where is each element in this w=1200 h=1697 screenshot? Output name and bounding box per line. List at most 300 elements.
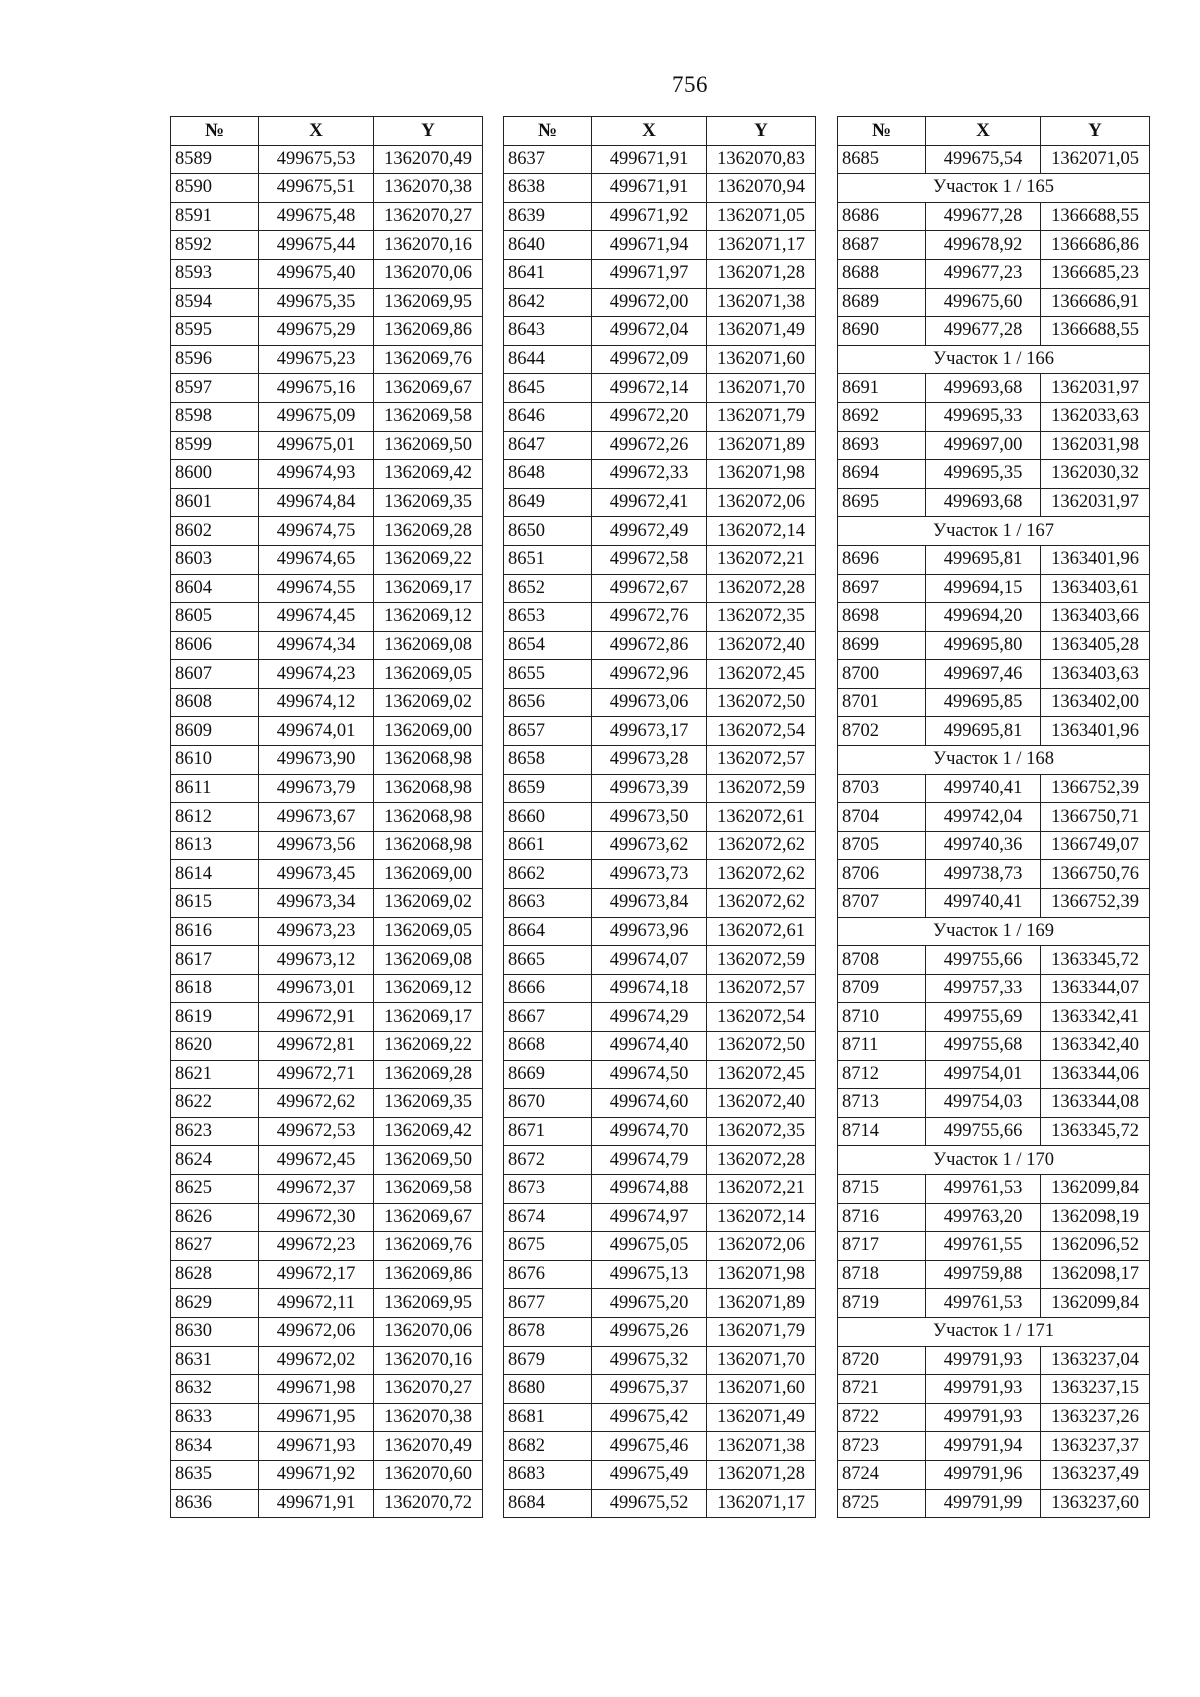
point-number-cell: 8662: [504, 860, 592, 889]
header-x: X: [259, 117, 374, 146]
x-coordinate-cell: 499672,71: [259, 1060, 374, 1089]
header-y: Y: [1041, 117, 1150, 146]
table-row: [171, 1489, 483, 1518]
table-row: [504, 545, 816, 574]
y-coordinate-cell: 1362069,05: [374, 660, 483, 689]
y-coordinate-cell: 1363345,72: [1041, 1117, 1150, 1146]
table-row: [504, 1032, 816, 1061]
x-coordinate-cell: 499672,37: [259, 1174, 374, 1203]
section-label: Участок 1 / 170: [838, 1146, 1150, 1175]
x-coordinate-cell: 499791,93: [926, 1403, 1041, 1432]
y-coordinate-cell: 1366686,91: [1041, 288, 1150, 317]
point-number-cell: 8704: [838, 803, 926, 832]
point-number-cell: 8628: [171, 1260, 259, 1289]
x-coordinate-cell: 499672,41: [592, 488, 707, 517]
y-coordinate-cell: 1362030,32: [1041, 460, 1150, 489]
table-row: [838, 1174, 1150, 1203]
point-number-cell: 8650: [504, 517, 592, 546]
table-row: [504, 259, 816, 288]
point-number-cell: 8684: [504, 1489, 592, 1518]
table-row: [171, 1003, 483, 1032]
point-number-cell: 8655: [504, 660, 592, 689]
table-row: [171, 946, 483, 975]
point-number-cell: 8635: [171, 1460, 259, 1489]
table-row: [838, 1232, 1150, 1261]
section-row: [838, 1317, 1150, 1346]
y-coordinate-cell: 1362070,83: [707, 145, 816, 174]
point-number-cell: 8590: [171, 174, 259, 203]
y-coordinate-cell: 1362068,98: [374, 803, 483, 832]
point-number-cell: 8646: [504, 402, 592, 431]
x-coordinate-cell: 499674,55: [259, 574, 374, 603]
y-coordinate-cell: 1362072,62: [707, 860, 816, 889]
x-coordinate-cell: 499754,03: [926, 1089, 1041, 1118]
table-row: [504, 660, 816, 689]
x-coordinate-cell: 499674,07: [592, 946, 707, 975]
y-coordinate-cell: 1363237,60: [1041, 1489, 1150, 1518]
point-number-cell: 8604: [171, 574, 259, 603]
header-number: №: [171, 117, 259, 146]
point-number-cell: 8641: [504, 259, 592, 288]
x-coordinate-cell: 499673,73: [592, 860, 707, 889]
point-number-cell: 8683: [504, 1460, 592, 1489]
y-coordinate-cell: 1362069,35: [374, 488, 483, 517]
x-coordinate-cell: 499672,20: [592, 402, 707, 431]
table-row: [171, 1460, 483, 1489]
point-number-cell: 8605: [171, 603, 259, 632]
point-number-cell: 8611: [171, 774, 259, 803]
page-number: 756: [672, 72, 708, 97]
table-row: [504, 831, 816, 860]
y-coordinate-cell: 1362069,12: [374, 603, 483, 632]
y-coordinate-cell: 1362070,27: [374, 1375, 483, 1404]
section-row: [838, 746, 1150, 775]
y-coordinate-cell: 1363344,07: [1041, 974, 1150, 1003]
header-number: №: [504, 117, 592, 146]
table-row: [504, 688, 816, 717]
point-number-cell: 8675: [504, 1232, 592, 1261]
y-coordinate-cell: 1362069,08: [374, 631, 483, 660]
point-number-cell: 8626: [171, 1203, 259, 1232]
x-coordinate-cell: 499675,51: [259, 174, 374, 203]
point-number-cell: 8708: [838, 946, 926, 975]
point-number-cell: 8633: [171, 1403, 259, 1432]
x-coordinate-cell: 499675,26: [592, 1317, 707, 1346]
y-coordinate-cell: 1362070,49: [374, 1432, 483, 1461]
x-coordinate-cell: 499674,34: [259, 631, 374, 660]
x-coordinate-cell: 499672,67: [592, 574, 707, 603]
point-number-cell: 8703: [838, 774, 926, 803]
point-number-cell: 8698: [838, 603, 926, 632]
point-number-cell: 8716: [838, 1203, 926, 1232]
point-number-cell: 8594: [171, 288, 259, 317]
point-number-cell: 8701: [838, 688, 926, 717]
table-row: [504, 574, 816, 603]
y-coordinate-cell: 1362069,00: [374, 860, 483, 889]
x-coordinate-cell: 499675,53: [259, 145, 374, 174]
x-coordinate-cell: 499675,20: [592, 1289, 707, 1318]
point-number-cell: 8707: [838, 889, 926, 918]
table-row: [504, 631, 816, 660]
y-coordinate-cell: 1362071,49: [707, 317, 816, 346]
coordinate-table-2: [503, 116, 816, 1518]
table-row: [171, 1432, 483, 1461]
point-number-cell: 8668: [504, 1032, 592, 1061]
point-number-cell: 8613: [171, 831, 259, 860]
x-coordinate-cell: 499791,99: [926, 1489, 1041, 1518]
table-row: [171, 1289, 483, 1318]
y-coordinate-cell: 1362072,28: [707, 574, 816, 603]
x-coordinate-cell: 499754,01: [926, 1060, 1041, 1089]
table-row: [504, 402, 816, 431]
y-coordinate-cell: 1362069,02: [374, 889, 483, 918]
table-row: [504, 231, 816, 260]
table-row: [504, 317, 816, 346]
point-number-cell: 8715: [838, 1174, 926, 1203]
table-row: [838, 717, 1150, 746]
table-row: [171, 1032, 483, 1061]
y-coordinate-cell: 1362069,28: [374, 517, 483, 546]
table-row: [171, 1146, 483, 1175]
y-coordinate-cell: 1366688,55: [1041, 202, 1150, 231]
table-header-row: [838, 117, 1150, 146]
y-coordinate-cell: 1363237,49: [1041, 1460, 1150, 1489]
y-coordinate-cell: 1362072,28: [707, 1146, 816, 1175]
x-coordinate-cell: 499673,28: [592, 746, 707, 775]
x-coordinate-cell: 499675,29: [259, 317, 374, 346]
x-coordinate-cell: 499675,49: [592, 1460, 707, 1489]
point-number-cell: 8712: [838, 1060, 926, 1089]
table-row: [171, 231, 483, 260]
table-row: [838, 202, 1150, 231]
x-coordinate-cell: 499675,35: [259, 288, 374, 317]
x-coordinate-cell: 499761,53: [926, 1174, 1041, 1203]
y-coordinate-cell: 1363344,08: [1041, 1089, 1150, 1118]
point-number-cell: 8687: [838, 231, 926, 260]
table-row: [838, 688, 1150, 717]
x-coordinate-cell: 499671,91: [592, 174, 707, 203]
y-coordinate-cell: 1362070,60: [374, 1460, 483, 1489]
y-coordinate-cell: 1362071,05: [707, 202, 816, 231]
point-number-cell: 8665: [504, 946, 592, 975]
table-row: [171, 831, 483, 860]
x-coordinate-cell: 499738,73: [926, 860, 1041, 889]
x-coordinate-cell: 499791,93: [926, 1346, 1041, 1375]
x-coordinate-cell: 499763,20: [926, 1203, 1041, 1232]
point-number-cell: 8603: [171, 545, 259, 574]
header-x: X: [592, 117, 707, 146]
y-coordinate-cell: 1362069,86: [374, 1260, 483, 1289]
point-number-cell: 8619: [171, 1003, 259, 1032]
y-coordinate-cell: 1363401,96: [1041, 545, 1150, 574]
table-row: [838, 974, 1150, 1003]
y-coordinate-cell: 1363345,72: [1041, 946, 1150, 975]
point-number-cell: 8656: [504, 688, 592, 717]
y-coordinate-cell: 1362072,57: [707, 974, 816, 1003]
x-coordinate-cell: 499672,58: [592, 545, 707, 574]
y-coordinate-cell: 1362072,40: [707, 1089, 816, 1118]
point-number-cell: 8673: [504, 1174, 592, 1203]
x-coordinate-cell: 499674,23: [259, 660, 374, 689]
y-coordinate-cell: 1362072,21: [707, 1174, 816, 1203]
table-row: [504, 202, 816, 231]
table-row: [504, 746, 816, 775]
y-coordinate-cell: 1362069,42: [374, 460, 483, 489]
y-coordinate-cell: 1362069,67: [374, 374, 483, 403]
table-row: [838, 488, 1150, 517]
x-coordinate-cell: 499674,29: [592, 1003, 707, 1032]
y-coordinate-cell: 1366749,07: [1041, 831, 1150, 860]
y-coordinate-cell: 1362069,05: [374, 917, 483, 946]
table-row: [171, 917, 483, 946]
table-row: [504, 1317, 816, 1346]
x-coordinate-cell: 499740,36: [926, 831, 1041, 860]
x-coordinate-cell: 499740,41: [926, 889, 1041, 918]
point-number-cell: 8606: [171, 631, 259, 660]
point-number-cell: 8681: [504, 1403, 592, 1432]
point-number-cell: 8640: [504, 231, 592, 260]
point-number-cell: 8625: [171, 1174, 259, 1203]
y-coordinate-cell: 1362069,08: [374, 946, 483, 975]
x-coordinate-cell: 499695,85: [926, 688, 1041, 717]
table-row: [504, 174, 816, 203]
y-coordinate-cell: 1362070,06: [374, 259, 483, 288]
y-coordinate-cell: 1366750,71: [1041, 803, 1150, 832]
point-number-cell: 8618: [171, 974, 259, 1003]
table-row: [504, 717, 816, 746]
x-coordinate-cell: 499674,75: [259, 517, 374, 546]
x-coordinate-cell: 499671,93: [259, 1432, 374, 1461]
section-label: Участок 1 / 168: [838, 746, 1150, 775]
y-coordinate-cell: 1362033,63: [1041, 402, 1150, 431]
table-row: [504, 1460, 816, 1489]
x-coordinate-cell: 499674,70: [592, 1117, 707, 1146]
table-row: [838, 1260, 1150, 1289]
point-number-cell: 8714: [838, 1117, 926, 1146]
point-number-cell: 8644: [504, 345, 592, 374]
point-number-cell: 8725: [838, 1489, 926, 1518]
y-coordinate-cell: 1362069,95: [374, 288, 483, 317]
x-coordinate-cell: 499695,81: [926, 717, 1041, 746]
table-row: [171, 1260, 483, 1289]
table-row: [504, 917, 816, 946]
point-number-cell: 8601: [171, 488, 259, 517]
table-row: [504, 1146, 816, 1175]
table-row: [504, 1003, 816, 1032]
table-row: [838, 231, 1150, 260]
y-coordinate-cell: 1362069,50: [374, 431, 483, 460]
table-row: [171, 574, 483, 603]
x-coordinate-cell: 499672,14: [592, 374, 707, 403]
x-coordinate-cell: 499675,32: [592, 1346, 707, 1375]
table-row: [504, 517, 816, 546]
point-number-cell: 8717: [838, 1232, 926, 1261]
y-coordinate-cell: 1362072,62: [707, 831, 816, 860]
y-coordinate-cell: 1362071,89: [707, 431, 816, 460]
table-row: [838, 660, 1150, 689]
point-number-cell: 8643: [504, 317, 592, 346]
y-coordinate-cell: 1362070,16: [374, 1346, 483, 1375]
x-coordinate-cell: 499672,09: [592, 345, 707, 374]
x-coordinate-cell: 499674,84: [259, 488, 374, 517]
table-row: [171, 288, 483, 317]
x-coordinate-cell: 499673,06: [592, 688, 707, 717]
x-coordinate-cell: 499757,33: [926, 974, 1041, 1003]
x-coordinate-cell: 499675,40: [259, 259, 374, 288]
x-coordinate-cell: 499673,96: [592, 917, 707, 946]
x-coordinate-cell: 499674,93: [259, 460, 374, 489]
y-coordinate-cell: 1362072,14: [707, 517, 816, 546]
point-number-cell: 8660: [504, 803, 592, 832]
x-coordinate-cell: 499671,91: [259, 1489, 374, 1518]
x-coordinate-cell: 499673,84: [592, 889, 707, 918]
x-coordinate-cell: 499675,46: [592, 1432, 707, 1461]
point-number-cell: 8599: [171, 431, 259, 460]
x-coordinate-cell: 499791,96: [926, 1460, 1041, 1489]
table-row: [171, 1232, 483, 1261]
x-coordinate-cell: 499673,62: [592, 831, 707, 860]
table-row: [504, 1489, 816, 1518]
y-coordinate-cell: 1363237,15: [1041, 1375, 1150, 1404]
x-coordinate-cell: 499673,90: [259, 746, 374, 775]
x-coordinate-cell: 499673,34: [259, 889, 374, 918]
point-number-cell: 8664: [504, 917, 592, 946]
table-row: [838, 1346, 1150, 1375]
table-row: [504, 1346, 816, 1375]
table-row: [171, 717, 483, 746]
table-row: [171, 688, 483, 717]
y-coordinate-cell: 1362071,79: [707, 1317, 816, 1346]
point-number-cell: 8596: [171, 345, 259, 374]
header-y: Y: [374, 117, 483, 146]
y-coordinate-cell: 1362071,98: [707, 1260, 816, 1289]
table-row: [171, 803, 483, 832]
y-coordinate-cell: 1362070,72: [374, 1489, 483, 1518]
x-coordinate-cell: 499671,92: [259, 1460, 374, 1489]
x-coordinate-cell: 499674,45: [259, 603, 374, 632]
point-number-cell: 8621: [171, 1060, 259, 1089]
table-row: [838, 1289, 1150, 1318]
y-coordinate-cell: 1362071,28: [707, 259, 816, 288]
y-coordinate-cell: 1362069,12: [374, 974, 483, 1003]
point-number-cell: 8672: [504, 1146, 592, 1175]
x-coordinate-cell: 499672,30: [259, 1203, 374, 1232]
x-coordinate-cell: 499695,81: [926, 545, 1041, 574]
y-coordinate-cell: 1362072,45: [707, 660, 816, 689]
table-row: [504, 431, 816, 460]
table-row: [838, 145, 1150, 174]
point-number-cell: 8616: [171, 917, 259, 946]
table-row: [838, 1089, 1150, 1118]
point-number-cell: 8718: [838, 1260, 926, 1289]
x-coordinate-cell: 499755,66: [926, 1117, 1041, 1146]
table-row: [504, 1260, 816, 1289]
y-coordinate-cell: 1362071,05: [1041, 145, 1150, 174]
y-coordinate-cell: 1366750,76: [1041, 860, 1150, 889]
table-row: [838, 1032, 1150, 1061]
point-number-cell: 8721: [838, 1375, 926, 1404]
y-coordinate-cell: 1363403,63: [1041, 660, 1150, 689]
point-number-cell: 8610: [171, 746, 259, 775]
point-number-cell: 8634: [171, 1432, 259, 1461]
point-number-cell: 8658: [504, 746, 592, 775]
y-coordinate-cell: 1362069,02: [374, 688, 483, 717]
y-coordinate-cell: 1362071,60: [707, 345, 816, 374]
y-coordinate-cell: 1362069,17: [374, 1003, 483, 1032]
coordinate-table-1: [170, 116, 483, 1518]
x-coordinate-cell: 499673,12: [259, 946, 374, 975]
point-number-cell: 8680: [504, 1375, 592, 1404]
x-coordinate-cell: 499672,81: [259, 1032, 374, 1061]
table-row: [504, 1089, 816, 1118]
point-number-cell: 8663: [504, 889, 592, 918]
point-number-cell: 8696: [838, 545, 926, 574]
table-row: [171, 517, 483, 546]
table-header-row: [171, 117, 483, 146]
point-number-cell: 8699: [838, 631, 926, 660]
x-coordinate-cell: 499673,50: [592, 803, 707, 832]
y-coordinate-cell: 1362069,17: [374, 574, 483, 603]
table-row: [171, 1403, 483, 1432]
point-number-cell: 8630: [171, 1317, 259, 1346]
point-number-cell: 8593: [171, 259, 259, 288]
point-number-cell: 8670: [504, 1089, 592, 1118]
x-coordinate-cell: 499672,17: [259, 1260, 374, 1289]
table-row: [171, 317, 483, 346]
section-row: [838, 345, 1150, 374]
point-number-cell: 8592: [171, 231, 259, 260]
table-row: [838, 860, 1150, 889]
y-coordinate-cell: 1362070,27: [374, 202, 483, 231]
table-row: [504, 946, 816, 975]
table-row: [504, 288, 816, 317]
x-coordinate-cell: 499673,17: [592, 717, 707, 746]
table-row: [504, 1203, 816, 1232]
table-row: [838, 803, 1150, 832]
table-row: [838, 946, 1150, 975]
table-row: [838, 1460, 1150, 1489]
point-number-cell: 8685: [838, 145, 926, 174]
table-row: [838, 317, 1150, 346]
x-coordinate-cell: 499677,23: [926, 259, 1041, 288]
table-row: [171, 974, 483, 1003]
point-number-cell: 8645: [504, 374, 592, 403]
table-row: [171, 202, 483, 231]
y-coordinate-cell: 1362072,45: [707, 1060, 816, 1089]
table-row: [838, 574, 1150, 603]
table-row: [171, 1203, 483, 1232]
table-row: [504, 374, 816, 403]
point-number-cell: 8720: [838, 1346, 926, 1375]
point-number-cell: 8679: [504, 1346, 592, 1375]
point-number-cell: 8705: [838, 831, 926, 860]
x-coordinate-cell: 499675,01: [259, 431, 374, 460]
point-number-cell: 8649: [504, 488, 592, 517]
point-number-cell: 8674: [504, 1203, 592, 1232]
x-coordinate-cell: 499672,04: [592, 317, 707, 346]
point-number-cell: 8677: [504, 1289, 592, 1318]
table-row: [504, 460, 816, 489]
table-row: [504, 974, 816, 1003]
point-number-cell: 8693: [838, 431, 926, 460]
point-number-cell: 8702: [838, 717, 926, 746]
y-coordinate-cell: 1362072,50: [707, 1032, 816, 1061]
y-coordinate-cell: 1366688,55: [1041, 317, 1150, 346]
point-number-cell: 8607: [171, 660, 259, 689]
x-coordinate-cell: 499677,28: [926, 317, 1041, 346]
y-coordinate-cell: 1362072,59: [707, 774, 816, 803]
table-row: [171, 145, 483, 174]
